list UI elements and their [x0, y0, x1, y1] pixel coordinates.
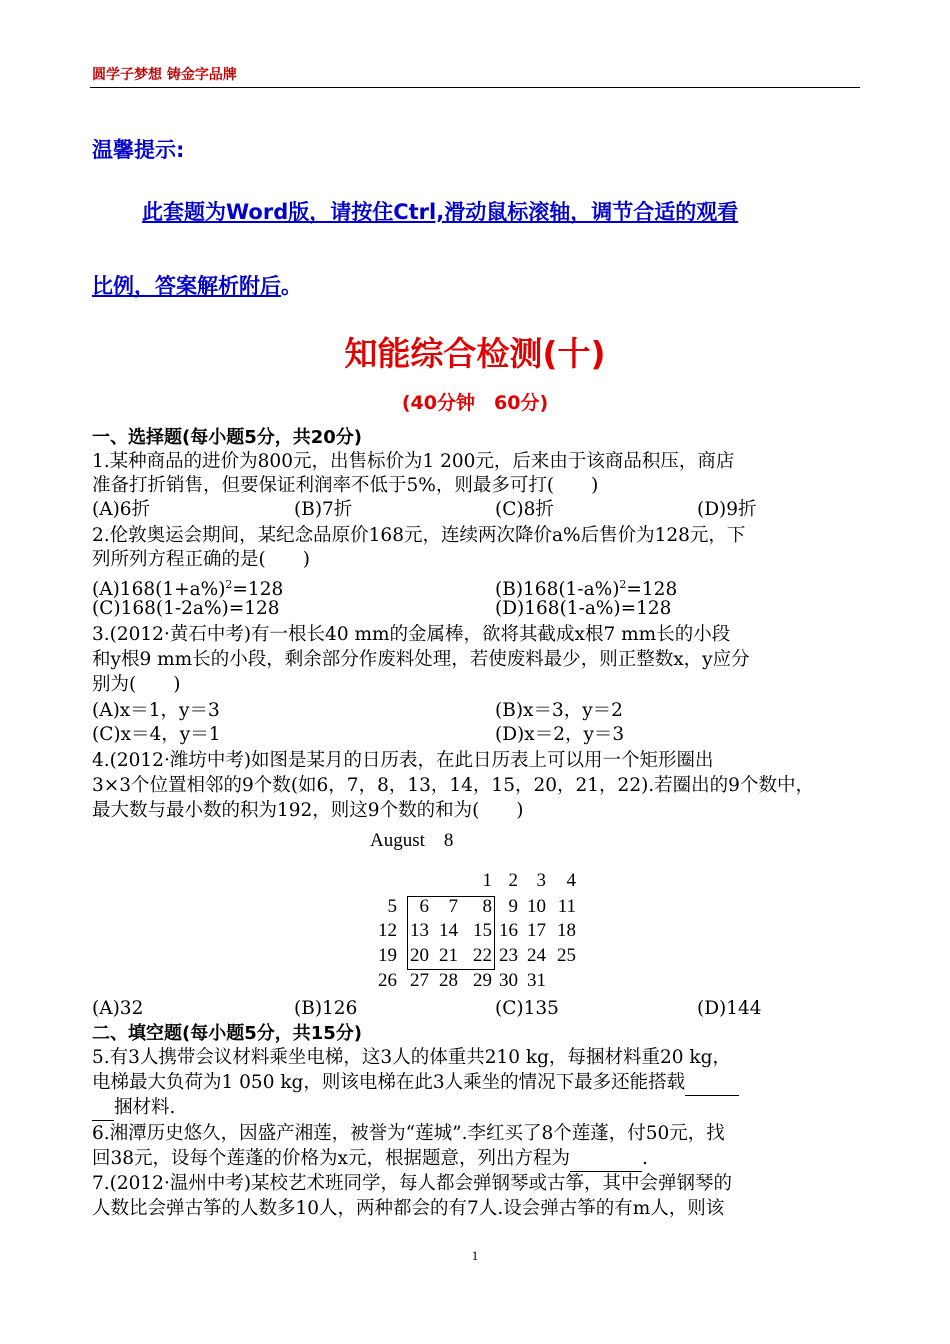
- calendar-day: 6: [419, 896, 429, 917]
- q7-line-2: 人数比会弹古筝的人数多10人，两种都会的有7人.设会弹古筝的有m人，则该: [92, 1198, 725, 1219]
- calendar-selection-box: [407, 896, 495, 970]
- calendar-day: 27: [410, 970, 429, 991]
- calendar-day: 10: [527, 896, 546, 917]
- header-divider: [90, 87, 860, 88]
- q4-option-c: (C)135: [495, 998, 559, 1019]
- calendar-day: 5: [387, 896, 397, 917]
- tip-heading: 温馨提示:: [92, 138, 185, 162]
- q3-line-2: 和y根9 mm长的小段，剩余部分作废料处理，若使废料最少，则正整数x，y应分: [92, 649, 750, 670]
- header-slogan: 圆学子梦想 铸金字品牌: [92, 67, 237, 83]
- q2-option-c: (C)168(1-2a%)=128: [92, 598, 280, 619]
- q3-line-1: 3.(2012·黄石中考)有一根长40 mm的金属棒，欲将其截成x根7 mm长的小段: [92, 624, 731, 645]
- q1-option-c: (C)8折: [495, 499, 554, 520]
- q7-line-1: 7.(2012·温州中考)某校艺术班同学，每人都会弹钢琴或古筝，其中会弹钢琴的: [92, 1173, 733, 1194]
- calendar-day: 23: [499, 945, 518, 966]
- q5-line-3: [92, 1096, 175, 1121]
- tip-line-2: [92, 270, 302, 300]
- calendar-day: 13: [410, 920, 429, 941]
- calendar-day: 29: [473, 970, 492, 991]
- q3-option-d: (D)x＝2，y＝3: [495, 724, 625, 745]
- calendar-day: 26: [378, 970, 397, 991]
- calendar-day: 1: [482, 870, 492, 891]
- calendar-day: 7: [448, 896, 458, 917]
- q3-option-c: (C)x＝4，y＝1: [92, 724, 221, 745]
- calendar-day: 12: [378, 920, 397, 941]
- q2-option-a-base: (A)168(1+a%): [92, 579, 226, 601]
- q2-option-b-base: (B)168(1-a%): [495, 579, 620, 601]
- calendar-day: 8: [482, 896, 492, 917]
- q5-line-2-text: 电梯最大负荷为1 050 kg，则该电梯在此3人乘坐的情况下最多还能搭载: [92, 1072, 686, 1093]
- q4-option-d: (D)144: [697, 998, 762, 1019]
- calendar-day: 25: [557, 945, 576, 966]
- q6-line-1: 6.湘潭历史悠久，因盛产湘莲，被誉为“莲城”.李红买了8个莲蓬，付50元，找: [92, 1123, 725, 1144]
- tip-line-1-text: 此套题为Word版，请按住Ctrl,滑动鼠标滚轴，调节合适的观看: [142, 200, 739, 224]
- q3-option-a: (A)x＝1，y＝3: [92, 700, 220, 721]
- tip-line-2-end: 。: [281, 274, 302, 298]
- section-2-heading: 二、填空题(每小题5分，共15分): [92, 1023, 363, 1044]
- page-number: 1: [471, 1248, 479, 1263]
- q2-option-a-rhs: =128: [232, 579, 284, 601]
- section-1-heading: 一、选择题(每小题5分，共20分): [92, 427, 363, 448]
- page-title: 知能综合检测(十): [344, 334, 606, 373]
- page-subtitle: (40分钟 60分): [401, 392, 549, 414]
- q6-line-2-text: 回38元，设每个莲蓬的价格为x元，根据题意，列出方程为: [92, 1148, 570, 1169]
- q2-option-b-rhs: =128: [626, 579, 678, 601]
- q2-option-b-exp: 2: [619, 578, 627, 591]
- q5-answer-blank-cont: [92, 1096, 114, 1121]
- calendar-day: 31: [527, 970, 546, 991]
- q1-option-d: (D)9折: [697, 499, 757, 520]
- calendar-day: 28: [439, 970, 458, 991]
- q1-line-1: 1.某种商品的进价为800元，出售标价为1 200元，后来由于该商品积压，商店: [92, 451, 735, 472]
- calendar-day: 14: [439, 920, 458, 941]
- q2-line-2: 列所列方程正确的是( ): [92, 549, 310, 570]
- q5-line-1: 5.有3人携带会议材料乘坐电梯，这3人的体重共210 kg，每捆材料重20 kg，: [92, 1047, 731, 1068]
- calendar-day: 15: [473, 920, 492, 941]
- calendar-day: 24: [527, 945, 546, 966]
- calendar-day: 20: [410, 945, 429, 966]
- calendar-day: 11: [557, 896, 576, 917]
- q5-answer-blank: [685, 1071, 739, 1096]
- q4-line-1: 4.(2012·潍坊中考)如图是某月的日历表，在此日历表上可以用一个矩形圈出: [92, 750, 714, 771]
- calendar-day: 18: [557, 920, 576, 941]
- calendar-day: 4: [566, 870, 576, 891]
- q4-option-a: (A)32: [92, 998, 144, 1019]
- q1-option-b: (B)7折: [294, 499, 353, 520]
- q4-option-b: (B)126: [294, 998, 358, 1019]
- calendar-day: 17: [527, 920, 546, 941]
- calendar-day: 2: [508, 870, 518, 891]
- calendar-day: 16: [499, 920, 518, 941]
- q6-answer-blank: [570, 1147, 642, 1172]
- q5-line-3-text: 捆材料.: [114, 1097, 176, 1118]
- q2-line-1: 2.伦敦奥运会期间，某纪念品原价168元，连续两次降价a%后售价为128元，下: [92, 525, 746, 546]
- calendar-day: 9: [508, 896, 518, 917]
- q2-option-a-exp: 2: [225, 578, 233, 591]
- q6-line-2: [92, 1147, 648, 1172]
- calendar-day: 21: [439, 945, 458, 966]
- q5-line-2: [92, 1071, 739, 1096]
- calendar-title: August 8: [370, 830, 454, 851]
- calendar-day: 3: [536, 870, 546, 891]
- q4-line-3: 最大数与最小数的积为192，则这9个数的和为( ): [92, 800, 524, 821]
- tip-line-2-text: 比例，答案解析附后: [92, 274, 281, 298]
- calendar-day: 30: [499, 970, 518, 991]
- calendar-day: 22: [473, 945, 492, 966]
- q6-line-2-end: .: [641, 1148, 648, 1169]
- tip-line-1: [142, 196, 738, 226]
- q4-line-2: 3×3个位置相邻的9个数(如6，7，8，13，14，15，20，21，22).若圈出的9个数中，: [92, 775, 814, 796]
- q1-line-2: 准备打折销售，但要保证利润率不低于5%，则最多可打( ): [92, 475, 599, 496]
- q2-option-d: (D)168(1-a%)=128: [495, 598, 672, 619]
- calendar-day: 19: [378, 945, 397, 966]
- q3-option-b: (B)x＝3，y＝2: [495, 700, 623, 721]
- q1-option-a: (A)6折: [92, 499, 151, 520]
- q3-line-3: 别为( ): [92, 674, 181, 695]
